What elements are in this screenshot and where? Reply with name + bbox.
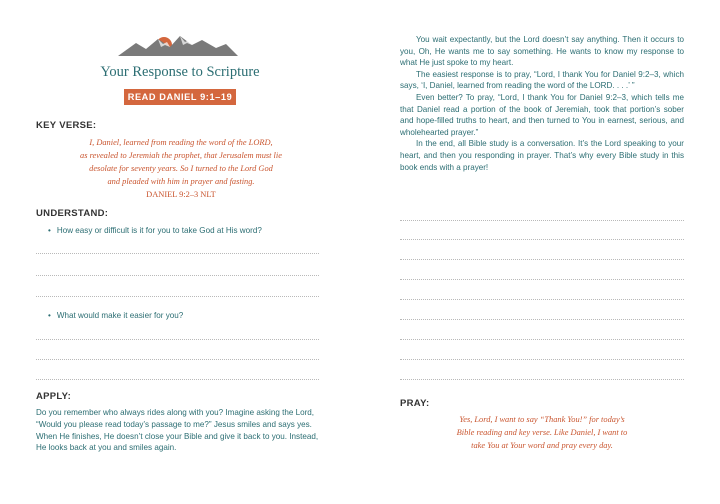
key-verse-heading: KEY VERSE: [36,120,97,131]
prayer-text [400,413,684,452]
mountains-sun-logo-icon [118,30,238,60]
understand-heading: UNDERSTAND: [36,208,109,219]
key-verse-line: desolate for seventy years. So I turned to the Lord God [89,164,273,173]
page-title: Your Response to Scripture [100,64,260,80]
response-text [400,34,684,173]
apply-text: Do you remember who always rides along with you? Imagine asking the Lord, “Would you please read today’s passage to me?” Jesus smiles and says yes. When He finishes, He doesn’t close your Bible and give it back to you. Instead, He looks back at you and smiles again. [36,408,319,453]
question-item: • How easy or difficult is it for you to take God at His word? [48,226,318,235]
writing-line[interactable] [400,299,684,300]
key-verse-reference: DANIEL 9:2–3 NLT [146,190,216,199]
key-verse-line: I, Daniel, learned from reading the word of the LORD, [89,138,273,147]
answer-line[interactable] [36,339,319,340]
key-verse-text [46,136,316,201]
answer-line[interactable] [36,359,319,360]
writing-line[interactable] [400,239,684,240]
question-item: • What would make it easier for you? [48,311,318,320]
writing-line[interactable] [400,379,684,380]
writing-line[interactable] [400,220,684,221]
answer-line[interactable] [36,296,319,297]
pray-heading: PRAY: [400,398,430,409]
reading-banner: READ DANIEL 9:1–19 [124,89,236,105]
writing-line[interactable] [400,279,684,280]
prayer-line: Bible reading and key verse. Like Daniel, I want to [456,428,628,437]
key-verse-line: and pleaded with him in prayer and fasting. [107,177,255,186]
answer-line[interactable] [36,275,319,276]
key-verse-line: as revealed to Jeremiah the prophet, that Jerusalem must lie [80,151,282,160]
writing-line[interactable] [400,339,684,340]
paragraph: The easiest response is to pray, “Lord, I thank You for Daniel 9:2–3, which says, ‘I, Daniel, learned from reading the word of the LORD. . . .’ ” [400,69,684,91]
writing-line[interactable] [400,319,684,320]
apply-heading: APPLY: [36,391,72,402]
writing-line[interactable] [400,359,684,360]
paragraph: You wait expectantly, but the Lord doesn’t say anything. Then it occurs to you, Oh, He wants me to say something. He wants to know my response to what He just spoke to my heart. [400,35,684,68]
writing-line[interactable] [400,259,684,260]
paragraph: Even better? To pray, “Lord, I thank You for Daniel 9:2–3, which tells me that Daniel read a portion of the book of Jeremiah, took that portion’s sober and hope-filled truths to heart, and then turned to You in earnest, serious, and wholehearted prayer.” [400,92,684,137]
paragraph: In the end, all Bible study is a conversation. It’s the Lord speaking to your heart, and then you responding in prayer. That’s why every Bible study in this book ends with a prayer! [400,139,684,172]
answer-line[interactable] [36,379,319,380]
answer-line[interactable] [36,253,319,254]
prayer-line: take You at Your word and pray every day. [471,441,613,450]
prayer-line: Yes, Lord, I want to say “Thank You!” for today’s [459,415,625,424]
